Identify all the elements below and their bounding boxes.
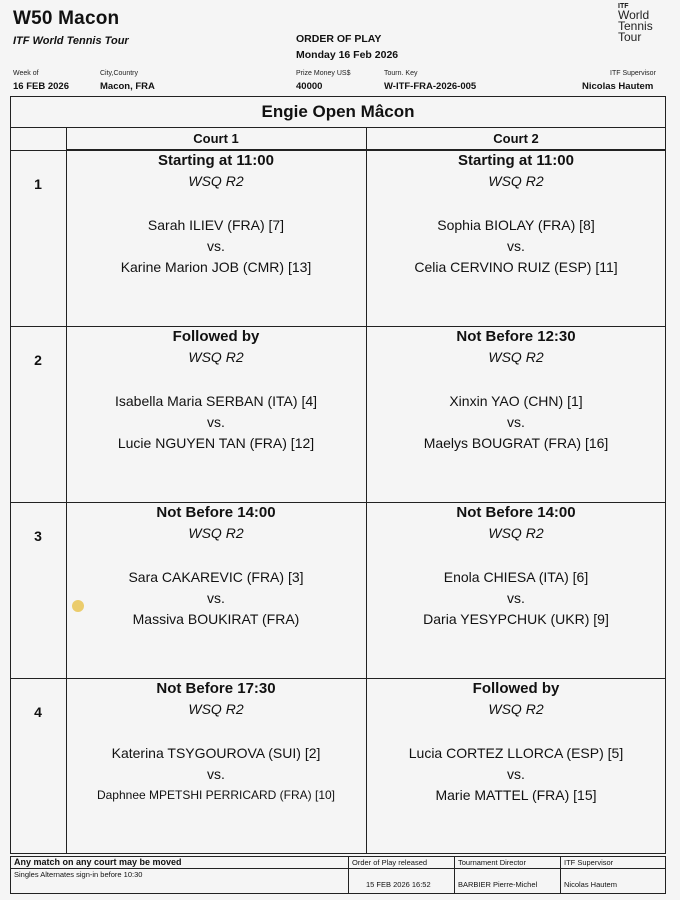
match-timing: Followed by: [472, 680, 560, 697]
logo-mark: ITF: [618, 3, 629, 10]
player-one: Sarah ILIEV (FRA) [7]: [147, 217, 285, 233]
row-number-1: 1: [34, 176, 42, 192]
versus-label: vs.: [507, 414, 525, 430]
player-two: Daria YESYPCHUK (UKR) [9]: [423, 611, 609, 627]
director-label: Tournament Director: [458, 858, 526, 867]
footer-divider: [454, 856, 455, 894]
match-timing: Followed by: [172, 328, 260, 345]
match-round: WSQ R2: [488, 701, 544, 717]
itf-world-tennis-tour-logo: [618, 3, 674, 53]
match-round: WSQ R2: [488, 173, 544, 189]
match-row3-court1: [67, 503, 365, 629]
tourn-key-value: W-ITF-FRA-2026-005: [384, 81, 477, 92]
director-value: BARBIER Pierre-Michel: [458, 880, 538, 889]
player-one: Katerina TSYGOUROVA (SUI) [2]: [111, 745, 321, 761]
prize-label: Prize Money US$: [296, 70, 351, 77]
match-row3-court2: [367, 503, 665, 629]
week-value: 16 FEB 2026: [13, 81, 69, 92]
versus-label: vs.: [507, 590, 525, 606]
city-value: Macon, FRA: [100, 81, 155, 92]
versus-label: vs.: [507, 238, 525, 254]
footer-supervisor-label: ITF Supervisor: [564, 858, 614, 867]
match-timing: Not Before 17:30: [156, 680, 276, 697]
court-1-header: Court 1: [66, 128, 366, 150]
order-of-play-title: ORDER OF PLAY: [296, 33, 382, 45]
logo-line-1: World: [618, 8, 650, 22]
tourn-key-label: Tourn. Key: [384, 70, 418, 77]
header-supervisor-label: ITF Supervisor: [610, 70, 656, 77]
versus-label: vs.: [207, 766, 225, 782]
player-two: Lucie NGUYEN TAN (FRA) [12]: [117, 435, 315, 451]
versus-label: vs.: [207, 590, 225, 606]
match-round: WSQ R2: [488, 525, 544, 541]
match-row4-court2: [367, 679, 665, 805]
match-row4-court1: [67, 679, 365, 805]
row-number-4: 4: [34, 704, 42, 720]
player-one: Xinxin YAO (CHN) [1]: [449, 393, 583, 409]
match-row2-court1: [67, 327, 365, 453]
match-row2-court2: [367, 327, 665, 453]
match-round: WSQ R2: [188, 349, 244, 365]
versus-label: vs.: [207, 414, 225, 430]
player-two: Celia CERVINO RUIZ (ESP) [11]: [414, 259, 618, 275]
match-round: WSQ R2: [188, 173, 244, 189]
versus-label: vs.: [207, 238, 225, 254]
match-timing: Not Before 14:00: [156, 504, 276, 521]
tour-name: ITF World Tennis Tour: [13, 35, 129, 47]
match-round: WSQ R2: [488, 349, 544, 365]
footer-divider: [10, 868, 666, 869]
footer-divider: [560, 856, 561, 894]
order-of-play-date: Monday 16 Feb 2026: [296, 49, 399, 61]
match-timing: Starting at 11:00: [458, 152, 574, 169]
match-round: WSQ R2: [188, 701, 244, 717]
versus-label: vs.: [507, 766, 525, 782]
player-two: Massiva BOUKIRAT (FRA): [132, 611, 300, 627]
match-timing: Not Before 12:30: [456, 328, 576, 345]
footer-alternates: Singles Alternates sign-in before 10:30: [14, 870, 143, 879]
player-two: Karine Marion JOB (CMR) [13]: [120, 259, 312, 275]
tournament-name: Engie Open Mâcon: [10, 96, 666, 128]
header-supervisor-value: Nicolas Hautem: [582, 81, 654, 92]
paper-stain: [72, 600, 84, 612]
released-value: 15 FEB 2026 16:52: [366, 880, 431, 889]
match-timing: Not Before 14:00: [456, 504, 576, 521]
player-one: Enola CHIESA (ITA) [6]: [443, 569, 589, 585]
court-2-header: Court 2: [366, 128, 666, 150]
match-row1-court2: [367, 151, 665, 277]
row-number-2: 2: [34, 352, 42, 368]
player-two: Maelys BOUGRAT (FRA) [16]: [423, 435, 609, 451]
city-label: City,Country: [100, 70, 138, 77]
player-one: Sara CAKAREVIC (FRA) [3]: [128, 569, 304, 585]
player-two: Daphnee MPETSHI PERRICARD (FRA) [10]: [96, 788, 336, 802]
event-title: W50 Macon: [13, 8, 120, 29]
player-two: Marie MATTEL (FRA) [15]: [435, 787, 597, 803]
match-row1-court1: [67, 151, 365, 277]
player-one: Sophia BIOLAY (FRA) [8]: [437, 217, 595, 233]
released-label: Order of Play released: [352, 858, 428, 867]
row-number-3: 3: [34, 528, 42, 544]
footer-divider: [348, 856, 349, 894]
logo-line-3: Tour: [618, 30, 642, 44]
player-one: Isabella Maria SERBAN (ITA) [4]: [114, 393, 318, 409]
logo-line-2: Tennis: [618, 19, 653, 33]
match-round: WSQ R2: [188, 525, 244, 541]
prize-value: 40000: [296, 81, 323, 92]
match-timing: Starting at 11:00: [158, 152, 274, 169]
footer-supervisor-value: Nicolas Hautem: [564, 880, 617, 889]
player-one: Lucia CORTEZ LLORCA (ESP) [5]: [408, 745, 624, 761]
week-label: Week of: [13, 70, 39, 77]
footer-notice: Any match on any court may be moved: [14, 857, 182, 867]
